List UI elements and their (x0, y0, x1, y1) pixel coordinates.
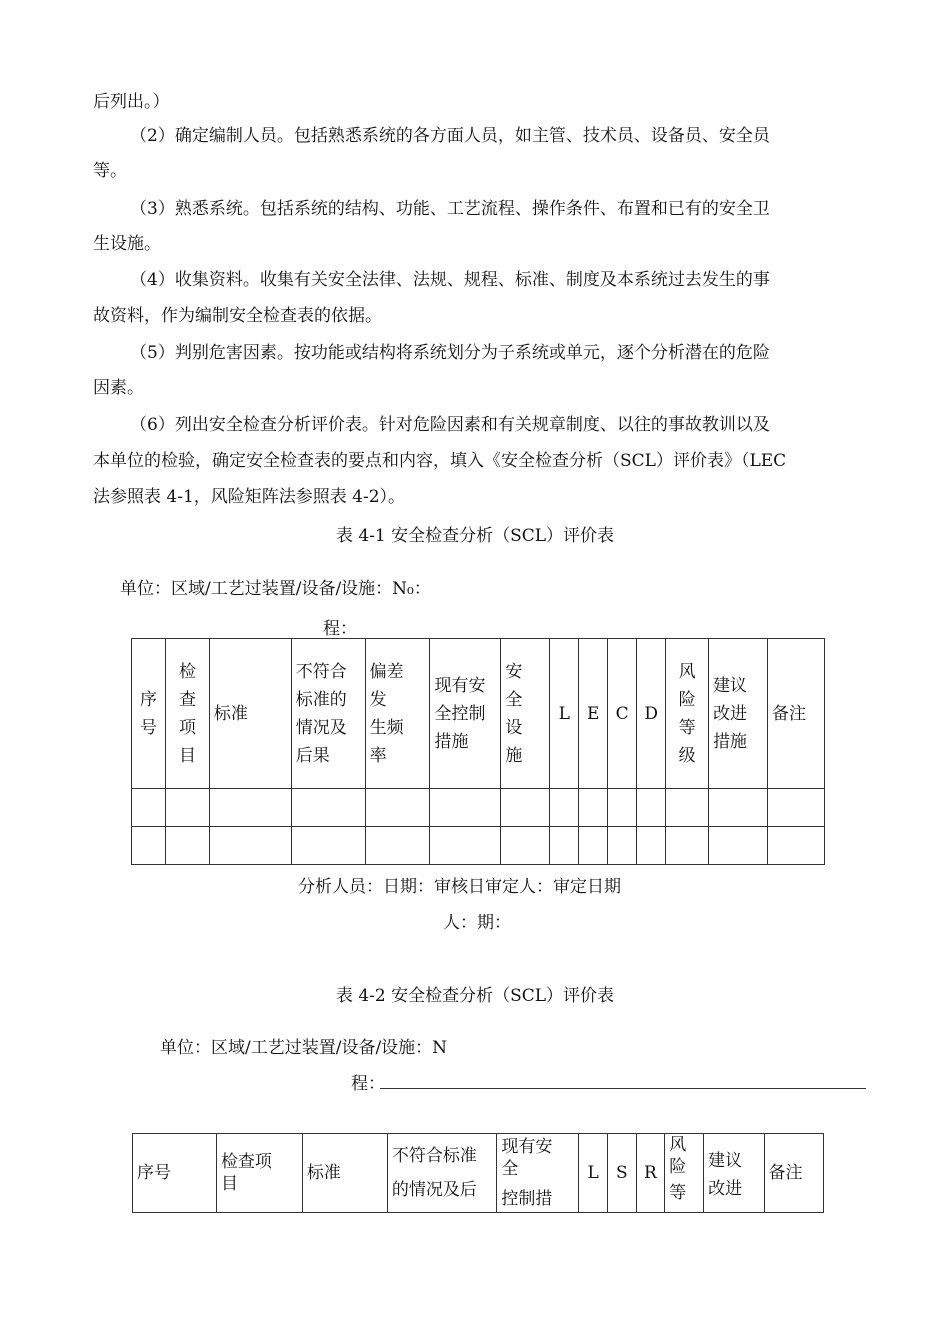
header-item: 检 查 项 目 (165, 639, 209, 789)
header-e: E (579, 639, 608, 789)
header-risk: 风 险 等 级 (666, 639, 709, 789)
header-seq: 序 号 (132, 639, 166, 789)
paragraph-line: （6）列出安全检查分析评价表。针对危险因素和有关规章制度、以往的事故教训以及 (130, 415, 770, 435)
table1-process-label: 程： (323, 619, 357, 639)
header-nonconform: 不符合标准 的情况及后 (387, 1134, 497, 1213)
paragraph-line: 后列出。） (93, 92, 170, 112)
header-l: L (579, 1134, 608, 1213)
table2-unit-line: 单位：区域/工艺过装置/设备/设施：N (160, 1038, 448, 1058)
header-remark: 备注 (764, 1134, 823, 1213)
header-seq: 序号 (133, 1134, 217, 1213)
table1-title: 表 4-1 安全检查分析（SCL）评价表 (335, 526, 615, 546)
header-remark: 备注 (767, 639, 824, 789)
header-control: 现有安 全 控制措 (497, 1134, 579, 1213)
header-nonconform: 不符合 标准的 情况及 后果 (291, 639, 365, 789)
table2-title: 表 4-2 安全检查分析（SCL）评价表 (335, 986, 615, 1006)
header-standard: 标准 (302, 1134, 387, 1213)
header-risk: 风 险 等 (665, 1134, 704, 1213)
table-row (132, 789, 825, 827)
header-suggest: 建议 改进 措施 (709, 639, 768, 789)
header-item: 检查项 目 (216, 1134, 302, 1213)
header-r: R (636, 1134, 665, 1213)
paragraph-line: 因素。 (93, 378, 144, 398)
paragraph-line: 故资料，作为编制安全检查表的依据。 (93, 306, 382, 326)
header-suggest: 建议 改进 (704, 1134, 764, 1213)
table1 (131, 638, 825, 865)
paragraph-line: （2）确定编制人员。包括熟悉系统的各方面人员，如主管、技术员、设备员、安全员 (130, 126, 770, 146)
paragraph-line: 本单位的检验，确定安全检查表的要点和内容，填入《安全检查分析（SCL）评价表》（LEC (93, 451, 787, 471)
table-row (132, 827, 825, 865)
header-control: 现有安 全控制 措施 (430, 639, 501, 789)
header-s: S (607, 1134, 636, 1213)
paragraph-line: 法参照表 4-1，风险矩阵法参照表 4-2）。 (93, 487, 406, 507)
table1-footer-line2: 人：期： (443, 913, 511, 933)
table1-footer-line1: 分析人员：日期：审核日审定人：审定日期 (298, 877, 621, 897)
table1-unit-line: 单位：区域/工艺过装置/设备/设施：N₀： (120, 579, 431, 599)
paragraph-line: 生设施。 (93, 234, 161, 254)
process-underline (380, 1088, 866, 1089)
paragraph-line: （5）判别危害因素。按功能或结构将系统划分为子系统或单元，逐个分析潜在的危险 (130, 343, 770, 363)
table2-header-row (133, 1134, 824, 1213)
table2 (132, 1133, 824, 1213)
paragraph-line: 等。 (93, 161, 127, 181)
header-l: L (550, 639, 579, 789)
header-c: C (608, 639, 637, 789)
header-standard: 标准 (209, 639, 291, 789)
header-deviation: 偏差 发 生频 率 (365, 639, 430, 789)
header-d: D (637, 639, 666, 789)
header-facility: 安 全 设 施 (501, 639, 550, 789)
table1-header-row (132, 639, 825, 789)
paragraph-line: （4）收集资料。收集有关安全法律、法规、规程、标准、制度及本系统过去发生的事 (130, 270, 770, 290)
paragraph-line: （3）熟悉系统。包括系统的结构、功能、工艺流程、操作条件、布置和已有的安全卫 (130, 199, 770, 219)
table2-process-label: 程： (351, 1074, 385, 1094)
